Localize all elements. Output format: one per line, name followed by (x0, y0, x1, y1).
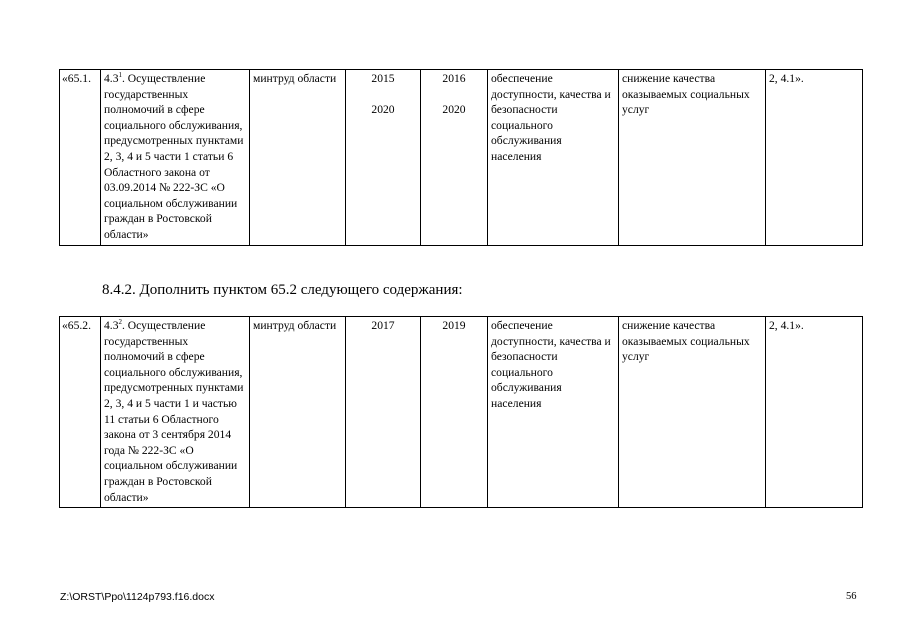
start-year: 2015 (371, 72, 395, 85)
start-year-cell (346, 70, 421, 246)
footer-file-path: Z:\ORST\Ppo\1124p793.f16.docx (60, 591, 215, 603)
amendment-paragraph: 8.4.2. Дополнить пунктом 65.2 следующего содержания: (102, 282, 463, 298)
item-description: . Осуществление государственных полномочий в сфере социального обслуживания, предусмотренных пунктами 2, 3, 4 и 5 части 1 статьи 6 Областного закона от 03.09.2014 № 222-ЗС «О социальном обслуживании граждан в Ростовской области» (104, 72, 244, 241)
indicator-link: 2, 4.1». (766, 70, 863, 246)
consequences: снижение качества оказываемых социальных услуг (619, 317, 766, 508)
end-year: 2020 (442, 102, 466, 116)
row-number: «65.2. (60, 317, 101, 508)
table-row (60, 317, 863, 508)
item-superscript: 2 (118, 318, 122, 327)
item-superscript: 1 (118, 71, 122, 80)
end-year-cell (421, 317, 488, 508)
end-year: 2016 (442, 72, 466, 85)
executor: минтруд области (250, 70, 346, 246)
measure-table-65-2 (59, 316, 863, 508)
item-description: . Осуществление государственных полномочий в сфере социального обслуживания, предусмотренных пунктами 2, 3, 4 и 5 части 1 и частью 11 статьи 6 Областного закона от 3 сентября 2014 года № 222-ЗС «О социальном обслуживании граждан в Ростовской области» (104, 319, 244, 504)
end-year-cell (421, 70, 488, 246)
indicator-link: 2, 4.1». (766, 317, 863, 508)
item-number: 4.3 (104, 319, 119, 332)
page-number: 56 (846, 591, 857, 602)
expected-result: обеспечение доступности, качества и безопасности социального обслуживания населения (488, 70, 619, 246)
item-number: 4.3 (104, 72, 119, 85)
consequences: снижение качества оказываемых социальных услуг (619, 70, 766, 246)
measure-table-65-1 (59, 69, 863, 246)
end-year: 2019 (442, 319, 466, 332)
start-year: 2017 (371, 319, 395, 332)
row-number: «65.1. (60, 70, 101, 246)
start-year: 2020 (371, 102, 395, 116)
table-row (60, 70, 863, 246)
expected-result: обеспечение доступности, качества и безопасности социального обслуживания населения (488, 317, 619, 508)
start-year-cell (346, 317, 421, 508)
measure-name (101, 70, 250, 246)
measure-name (101, 317, 250, 508)
executor: минтруд области (250, 317, 346, 508)
